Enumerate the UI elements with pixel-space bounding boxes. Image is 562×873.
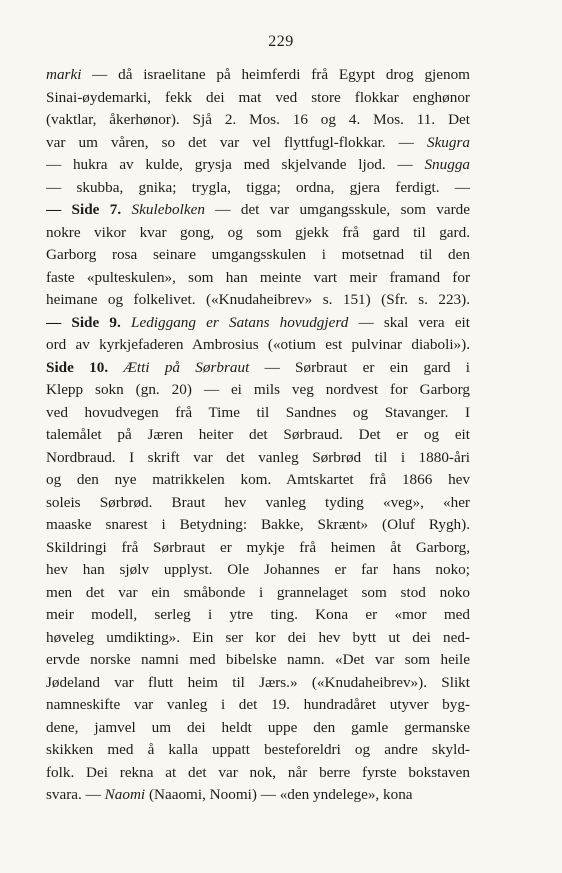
text-line: [46, 312, 470, 335]
text-segment: [121, 201, 131, 218]
bold-text: — Side 7.: [46, 201, 122, 218]
text-segment: soleis Sørbrød. Braut hev vanleg tyding «veg», «her: [46, 493, 470, 511]
text-segment: skikken med å kalla uppatt besteforeldri og andre skyld-: [46, 741, 470, 758]
text-line: [46, 109, 470, 132]
text-segment: maaske snarest i Betydning: Bakke, Skrænt» (Oluf Rygh).: [46, 516, 470, 533]
text-segment: meir modell, serleg i ytre ting. Kona er «mor med: [46, 606, 470, 623]
text-segment: talemålet på Jæren heiter det Sørbraud. Det er og eit: [46, 426, 470, 443]
text-segment: — Sørbraut er ein gard i: [249, 358, 470, 376]
text-segment: — skal vera eit: [348, 313, 470, 331]
text-line: [46, 672, 470, 695]
text-line: [46, 469, 470, 492]
text-segment: hev han sjølv upplyst. Ole Johannes er far hans noko;: [46, 561, 470, 578]
text-line: [46, 64, 470, 87]
text-segment: ved hovudvegen frå Time til Sandnes og Stavanger. I: [46, 403, 470, 421]
italic-text: Ætti på Sørbraut: [123, 358, 250, 376]
text-segment: faste «pulteskulen», som han meinte vart meir framand for: [46, 268, 470, 286]
text-segment: — det var umgangsskule, som varde: [204, 201, 470, 218]
body-text: [46, 64, 470, 807]
text-line: [46, 357, 470, 380]
text-segment: Nordbraud. I skrift var det vanleg Sørbrød til i 1880-åri: [46, 448, 470, 466]
text-line: [46, 559, 470, 582]
text-segment: Jødeland var flutt heim til Jærs.» («Knudaheibrev»). Slikt: [46, 673, 470, 691]
text-line: [46, 604, 470, 627]
text-segment: Skildringi frå Sørbraut er mykje frå heimen åt Garborg,: [46, 538, 470, 556]
text-line: [46, 289, 470, 312]
text-segment: var um våren, so det var vel flyttfugl-flokkar. —: [46, 133, 427, 151]
text-segment: [121, 314, 131, 331]
text-segment: og den nye matrikkelen kom. Amtskartet frå 1866 hev: [46, 471, 470, 488]
text-segment: [108, 359, 123, 376]
page-number: 229: [268, 33, 294, 50]
text-segment: — hukra av kulde, grysja med skjelvande ljod. —: [46, 156, 425, 173]
text-line: [46, 402, 470, 425]
italic-text: Skugra: [426, 133, 470, 151]
text-segment: (Naaomi, Noomi) — «den yndelege», kona: [145, 786, 413, 803]
text-line: [46, 514, 470, 537]
text-segment: dene, jamvel um dei heldt uppe den gamle germanske: [46, 718, 470, 736]
text-segment: høveleg umdikting». Ein ser kor dei hev bytt ut dei ned-: [46, 628, 470, 646]
text-segment: ervde norske namni med bibelske namn. «Det var som heile: [46, 651, 470, 668]
text-line: [46, 784, 470, 807]
text-line: [46, 694, 470, 717]
text-line: [46, 267, 470, 290]
text-segment: — skubba, gnika; trygla, tigga; ordna, gjera ferdigt. —: [46, 178, 470, 196]
text-line: [46, 649, 470, 672]
text-line: [46, 379, 470, 402]
text-segment: namneskifte var vanleg i det 19. hundradåret utyver byg-: [46, 696, 470, 713]
text-segment: ord av kyrkjefaderen Ambrosius («otium est pulvinar diaboli»).: [46, 336, 470, 353]
text-line: [46, 199, 470, 222]
text-segment: heimane og folkelivet. («Knudaheibrev» s. 151) (Sfr. s. 223).: [46, 291, 470, 308]
text-line: [46, 717, 470, 740]
text-segment: (vaktlar, åkerhønor). Sjå 2. Mos. 16 og 4. Mos. 11. Det: [46, 111, 470, 128]
text-line: [46, 627, 470, 650]
text-line: [46, 132, 470, 155]
text-line: [46, 762, 470, 785]
text-line: [46, 244, 470, 267]
text-segment: men det var ein småbonde i grannelaget som stod noko: [46, 583, 470, 601]
text-segment: nokre vikor kvar gong, og som gjekk frå gard til gard.: [46, 223, 470, 241]
italic-text: Naomi: [104, 786, 146, 803]
italic-text: Lediggang er Satans hovudgjerd: [131, 313, 349, 331]
bold-text: — Side 9.: [46, 313, 121, 331]
text-line: [46, 177, 470, 200]
text-line: [46, 447, 470, 470]
text-segment: svara. —: [46, 786, 105, 803]
text-segment: — då israelitane på heimferdi frå Egypt drog gjenom: [81, 66, 470, 83]
italic-text: marki: [46, 66, 82, 83]
italic-text: Snugga: [424, 156, 470, 173]
text-segment: Sinai-øydemarki, fekk dei mat ved store flokkar enghønor: [46, 88, 470, 106]
italic-text: Skulebolken: [131, 201, 205, 218]
bold-text: Side 10.: [46, 358, 109, 376]
text-line: [46, 222, 470, 245]
text-line: [46, 334, 470, 357]
text-line: [46, 154, 470, 177]
text-segment: Garborg rosa seinare umgangsskulen i motsetnad til den: [46, 246, 470, 263]
text-segment: Klepp sokn (gn. 20) — ei mils veg nordvest for Garborg: [46, 381, 470, 398]
text-line: [46, 87, 470, 110]
text-line: [46, 492, 470, 515]
text-line: [46, 537, 470, 560]
text-segment: folk. Dei rekna at det var nok, når berre fyrste bokstaven: [46, 763, 470, 781]
text-line: [46, 582, 470, 605]
text-line: [46, 739, 470, 762]
text-line: [46, 424, 470, 447]
